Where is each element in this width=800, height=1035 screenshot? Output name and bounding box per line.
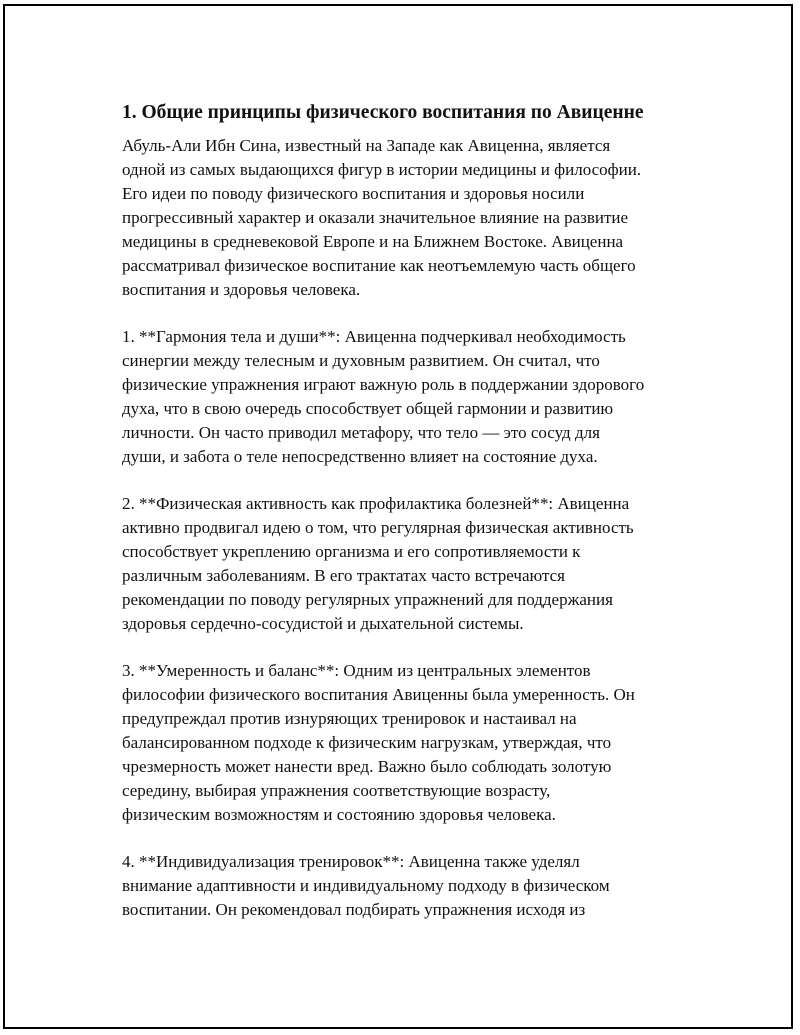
text-line: прогрессивный характер и оказали значительное влияние на развитие <box>122 208 629 227</box>
paragraph-list <box>122 134 712 922</box>
text-line: чрезмерность может нанести вред. Важно было соблюдать золотую <box>122 757 612 776</box>
paragraph <box>122 659 712 827</box>
text-line: 2. **Физическая активность как профилактика болезней**: Авиценна <box>122 494 630 513</box>
text-line: одной из самых выдающихся фигур в истории медицины и философии. <box>122 160 642 179</box>
text-line: предупреждал против изнуряющих тренировок и настаивал на <box>122 709 577 728</box>
text-line: балансированном подходе к физическим нагрузкам, утверждая, что <box>122 733 612 752</box>
text-line: личности. Он часто приводил метафору, что тело — это сосуд для <box>122 423 600 442</box>
document-content <box>122 100 712 922</box>
text-line: рассматривал физическое воспитание как неотъемлемую часть общего <box>122 256 636 275</box>
text-line: 3. **Умеренность и баланс**: Одним из центральных элементов <box>122 661 591 680</box>
text-line: середину, выбирая упражнения соответствующие возрасту, <box>122 781 551 800</box>
document-page <box>3 4 793 1029</box>
text-line: духа, что в свою очередь способствует общей гармонии и развитию <box>122 399 614 418</box>
text-line: здоровья сердечно-сосудистой и дыхательной системы. <box>122 614 524 633</box>
text-line: различным заболеваниям. В его трактатах часто встречаются <box>122 566 565 585</box>
text-line: 1. **Гармония тела и души**: Авиценна подчеркивал необходимость <box>122 327 626 346</box>
paragraph <box>122 850 712 922</box>
section-title: 1. Общие принципы физического воспитания по Авиценне <box>122 102 644 123</box>
text-line: физическим возможностям и состоянию здоровья человека. <box>122 805 556 824</box>
text-line: синергии между телесным и духовным развитием. Он считал, что <box>122 351 600 370</box>
text-line: души, и забота о теле непосредственно влияет на состояние духа. <box>122 447 598 466</box>
text-line: воспитании. Он рекомендовал подбирать упражнения исходя из <box>122 900 586 919</box>
paragraph <box>122 325 712 469</box>
text-line: воспитания и здоровья человека. <box>122 280 361 299</box>
text-line: рекомендации по поводу регулярных упражнений для поддержания <box>122 590 613 609</box>
text-line: физические упражнения играют важную роль в поддержании здорового <box>122 375 645 394</box>
text-line: активно продвигал идею о том, что регулярная физическая активность <box>122 518 634 537</box>
paragraph <box>122 134 712 302</box>
text-line: внимание адаптивности и индивидуальному подходу в физическом <box>122 876 610 895</box>
text-line: философии физического воспитания Авиценны была умеренность. Он <box>122 685 635 704</box>
text-line: 4. **Индивидуализация тренировок**: Авиценна также уделял <box>122 852 580 871</box>
paragraph <box>122 492 712 636</box>
text-line: способствует укреплению организма и его сопротивляемости к <box>122 542 581 561</box>
text-line: медицины в средневековой Европе и на Ближнем Востоке. Авиценна <box>122 232 624 251</box>
text-line: Абуль-Али Ибн Сина, известный на Западе как Авиценна, является <box>122 136 611 155</box>
text-line: Его идеи по поводу физического воспитания и здоровья носили <box>122 184 585 203</box>
